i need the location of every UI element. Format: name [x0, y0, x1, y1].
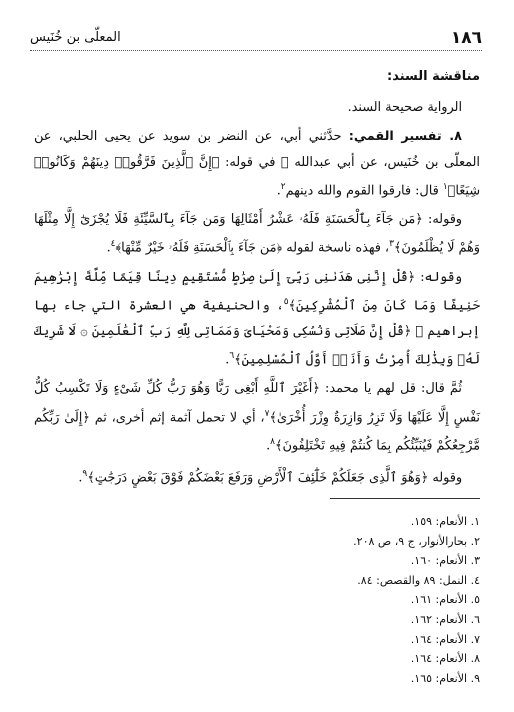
footnote-marker: ٢: [280, 181, 286, 192]
footnotes-list: [180, 512, 480, 688]
footnote-marker: ٣: [389, 239, 394, 250]
footnote-item: ٧. الأنعام: ١٦٤.: [410, 632, 480, 646]
paragraph-verse-164: ثُمَّ قال: قل لهم يا محمد: ﴿أَغَيْرَ ٱللَّهِ أَبْغِى رَبًّا وَهُوَ رَبُّ كُلِّ شَىْءٍ وَلَا تَكْسِبُ كُلُّ نَفْسٍ إِلَّا عَلَيْهَا وَلَا تَزِرُ وَازِرَةٌ وِزْرَ أُخْرَىٰ﴾$^٧$، أي لا تحمل آثمة إثم أخرى، ثم ﴿إِلَىٰ رَبِّكُم مَّرْجِعُكُمْ فَيُنَبِّئُكُم بِمَا كُنتُمْ فِيهِ تَخْتَلِفُونَ﴾$^٨$.: [34, 381, 480, 454]
footnote-divider: [330, 498, 480, 499]
paragraph-verse-165: وقوله ﴿وَهُوَ ٱلَّذِى جَعَلَكُمْ خَلَٰٓئِفَ ٱلْأَرْضِ وَرَفَعَ بَعْضَكُمْ فَوْقَ بَعْضٍ دَرَجَٰتٍ﴾$^٩$.: [78, 469, 462, 486]
footnote-marker: ٦: [229, 350, 235, 361]
paragraph-text: وقوله: ﴿قُلْ إِنَّنِى هَدَىٰنِى رَبِّىٓ إِلَىٰ صِرَٰطٍ مُّسْتَقِيمٍ دِينًا قِيَمًا مِّلَّةَ إِبْرَٰهِيمَ حَنِيفًا وَمَا كَانَ مِنَ ٱلْمُشْرِكِينَ﴾: [34, 269, 481, 314]
paragraph-text: قال: فارقوا القوم والله دينهم: [285, 183, 443, 199]
footnote-marker: ٩: [82, 469, 88, 480]
paragraph-tafsir-qummi: ٨. تفسير القمي: حدَّثني أبي، عن النضر بن سويد عن يحيى الحلبي، عن المعلّى بن خُنَيس، عن أبي عبدالله ﷺ في قوله: ﴿إِنَّ ٱلَّذِينَ فَرَّقُوا۟ دِينَهُمْ وَكَانُوا۟ شِيَعًا﴾$^١$ قال: فارقوا القوم والله دينهم$^٢$.: [34, 129, 480, 199]
footnote-marker: ٧: [264, 408, 270, 419]
footnote-marker: ٥: [283, 297, 289, 308]
paragraph-text: ، فهذه ناسخة لقوله ﴿مَن جَآءَ بِٱلْحَسَنَةِ فَلَهُۥ خَيْرٌ مِّنْهَا﴾: [115, 240, 390, 256]
main-text: [34, 64, 480, 491]
paragraph-label: ٨. تفسير القمي:: [348, 129, 462, 145]
page-number: ١٨٦: [450, 28, 482, 48]
paragraph-verse-161: وقوله: ﴿قُلْ إِنَّنِى هَدَىٰنِى رَبِّىٓ إِلَىٰ صِرَٰطٍ مُّسْتَقِيمٍ دِينًا قِيَمًا مِّلَّةَ إِبْرَٰهِيمَ حَنِيفًا وَمَا كَانَ مِنَ ٱلْمُشْرِكِينَ﴾$^٥$، والحنيفية هي العشرة التي جاء بها إبراهيم ﷺ ﴿قُلْ إِنَّ صَلَاتِى وَنُسُكِى وَمَحْيَاىَ وَمَمَاتِى لِلَّهِ رَبِّ ٱلْعَٰلَمِينَ ۞ لَا شَرِيكَ لَهُۥ وَبِذَٰلِكَ أُمِرْتُ وَأَنَا۠ أَوَّلُ ٱلْمُسْلِمِينَ﴾$^٦$.: [34, 269, 481, 368]
paragraph-verse-160: وقوله: ﴿مَن جَآءَ بِٱلْحَسَنَةِ فَلَهُۥ عَشْرُ أَمْثَالِهَا وَمَن جَآءَ بِٱلسَّيِّئَةِ فَلَا يُجْزَىٰٓ إِلَّا مِثْلَهَا وَهُمْ لَا يُظْلَمُونَ﴾$^٣$، فهذه ناسخة لقوله ﴿مَن جَآءَ بِٱلْحَسَنَةِ فَلَهُۥ خَيْرٌ مِّنْهَا﴾$^٤$.: [34, 212, 480, 256]
paragraph-text: ، أي لا تحمل آثمة إثم أخرى، ثم ﴿إِلَىٰ رَبِّكُم مَّرْجِعُكُمْ فَيُنَبِّئُكُم بِمَا كُنتُمْ فِيهِ تَخْتَلِفُونَ﴾: [34, 409, 480, 454]
paragraph-text: ثُمَّ قال: قل لهم يا محمد: ﴿أَغَيْرَ ٱللَّهِ أَبْغِى رَبًّا وَهُوَ رَبُّ كُلِّ شَىْءٍ وَلَا تَكْسِبُ كُلُّ نَفْسٍ إِلَّا عَلَيْهَا وَلَا تَزِرُ وَازِرَةٌ وِزْرَ أُخْرَىٰ﴾: [34, 381, 480, 425]
paragraph-text: وقوله: ﴿مَن جَآءَ بِٱلْحَسَنَةِ فَلَهُۥ عَشْرُ أَمْثَالِهَا وَمَن جَآءَ بِٱلسَّيِّئَةِ فَلَا يُجْزَىٰٓ إِلَّا مِثْلَهَا وَهُمْ لَا يُظْلَمُونَ﴾: [34, 212, 480, 256]
paragraph-text: حدَّثني أبي، عن النضر بن سويد عن يحيى الحلبي، عن المعلّى بن خُنَيس، عن أبي عبدالله ﷺ في قوله: ﴿إِنَّ ٱلَّذِينَ فَرَّقُوا۟ دِينَهُمْ وَكَانُوا۟ شِيَعًا﴾: [34, 129, 480, 199]
footnote-marker: ٤: [110, 239, 116, 250]
footnote-marker: ١: [442, 181, 448, 192]
sanad-assessment: الرواية صحيحة السند.: [347, 100, 462, 116]
footnote-item: ٩. الأنعام: ١٦٥.: [410, 671, 480, 685]
footnote-item: ٦. الأنعام: ١٦٢.: [410, 612, 480, 626]
footnote-item: ٨. الأنعام: ١٦٤.: [410, 652, 480, 666]
page-header: [30, 28, 482, 51]
paragraph-text: وقوله ﴿وَهُوَ ٱلَّذِى جَعَلَكُمْ خَلَٰٓئِفَ ٱلْأَرْضِ وَرَفَعَ بَعْضَكُمْ فَوْقَ بَعْضٍ دَرَجَٰتٍ﴾: [87, 470, 462, 486]
section-heading: مناقشة السند:: [387, 69, 480, 84]
paragraph-text: ، والحنيفية هي العشرة التي جاء بها إبراهيم ﷺ ﴿قُلْ إِنَّ صَلَاتِى وَنُسُكِى وَمَحْيَاىَ وَمَمَاتِى لِلَّهِ رَبِّ ٱلْعَٰلَمِينَ ۞ لَا شَرِيكَ لَهُۥ وَبِذَٰلِكَ أُمِرْتُ وَأَنَا۠ أَوَّلُ ٱلْمُسْلِمِينَ﴾: [34, 298, 480, 368]
footnote-item: ٤. النمل: ٨٩ والقصص: ٨٤.: [357, 573, 480, 587]
footnote-item: ٥. الأنعام: ١٦١.: [410, 593, 480, 607]
running-title: المعلّى بن خُنَيس: [30, 30, 121, 45]
footnote-marker: ٨: [270, 436, 275, 447]
footnote-item: ٣. الأنعام: ١٦٠.: [410, 554, 480, 568]
footnote-item: ٢. بحارالأنوار، ج ٩، ص ٢٠٨.: [353, 534, 480, 548]
footnote-item: ١. الأنعام: ١٥٩.: [410, 515, 480, 528]
